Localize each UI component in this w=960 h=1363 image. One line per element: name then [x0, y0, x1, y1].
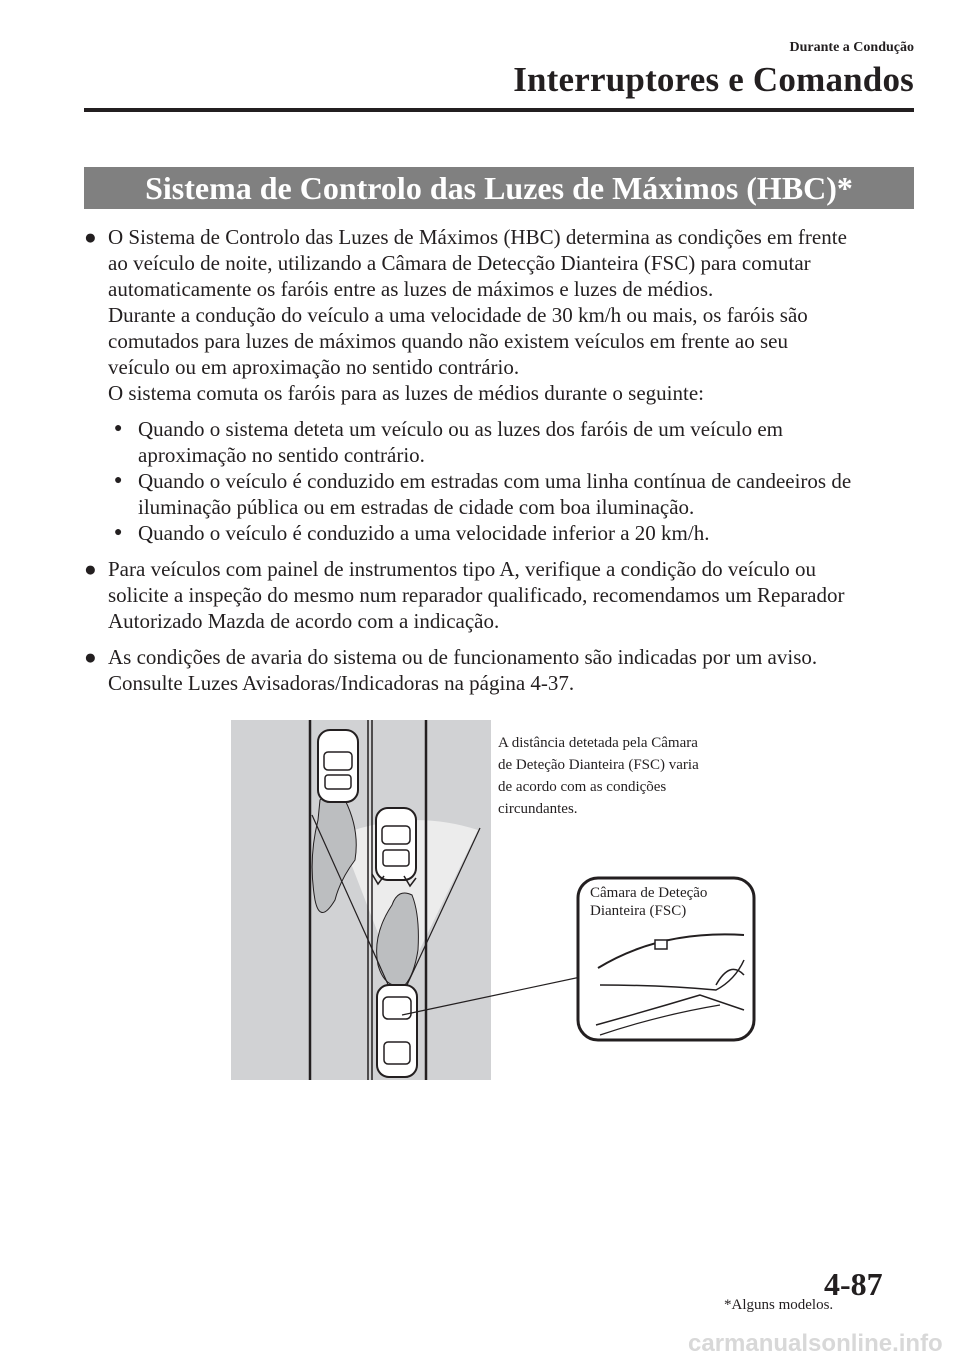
- text-line: O sistema comuta os faróis para as luzes de médios durante o seguinte:: [108, 381, 704, 405]
- camera-label-line: Câmara de Deteção: [590, 885, 708, 901]
- text-line: Quando o veículo é conduzido em estradas com uma linha contínua de candeeiros de: [138, 469, 852, 493]
- text-line: Durante a condução do veículo a uma velocidade de 30 km/h ou mais, os faróis são: [108, 303, 808, 327]
- caption-line: circundantes.: [498, 801, 578, 817]
- sub-bullet-icon: ●: [114, 421, 123, 436]
- watermark: carmanualsonline.info: [688, 1330, 943, 1357]
- text-line: Quando o veículo é conduzido a uma velocidade inferior a 20 km/h.: [138, 521, 710, 545]
- bullet-icon: ●: [84, 645, 97, 669]
- camera-label: [590, 884, 750, 920]
- text-line: O Sistema de Controlo das Luzes de Máximos (HBC) determina as condições em frente: [108, 225, 847, 249]
- section-banner: Sistema de Controlo das Luzes de Máximos (HBC)*: [84, 167, 914, 209]
- preceding-car-icon: [372, 808, 416, 886]
- text-line: automaticamente os faróis entre as luzes de máximos e luzes de médios.: [108, 277, 714, 301]
- section-header: Durante a Condução: [789, 40, 914, 55]
- figure-caption: [498, 732, 768, 820]
- text-line: ao veículo de noite, utilizando a Câmara de Detecção Dianteira (FSC) para comutar: [108, 251, 811, 275]
- caption-line: de Deteção Dianteira (FSC) varia: [498, 757, 699, 773]
- sub-bullet-icon: ●: [114, 473, 123, 488]
- text-line: Autorizado Mazda de acordo com a indicação.: [108, 609, 500, 633]
- camera-label-line: Dianteira (FSC): [590, 903, 687, 919]
- sub-bullet-icon: ●: [114, 525, 123, 540]
- text-line: iluminação pública ou em estradas de cidade com boa iluminação.: [138, 495, 695, 519]
- page-number: 4-87: [824, 1266, 883, 1302]
- own-car-icon: [377, 985, 417, 1077]
- text-line: Quando o sistema deteta um veículo ou as luzes dos faróis de um veículo em: [138, 417, 784, 441]
- text-line: Consulte Luzes Avisadoras/Indicadoras na página 4-37.: [108, 671, 575, 695]
- oncoming-car-icon: [318, 730, 358, 802]
- bullet-icon: ●: [84, 557, 97, 581]
- caption-line: de acordo com as condições: [498, 779, 667, 795]
- text-line: solicite a inspeção do mesmo num reparador qualificado, recomendamos um Reparador: [108, 583, 845, 607]
- chapter-title: Interruptores e Comandos: [513, 60, 914, 99]
- text-line: veículo ou em aproximação no sentido contrário.: [108, 355, 520, 379]
- caption-line: A distância detetada pela Câmara: [498, 735, 698, 751]
- text-line: aproximação no sentido contrário.: [138, 443, 425, 467]
- camera-icon: [655, 940, 667, 949]
- text-line: Para veículos com painel de instrumentos tipo A, verifique a condição do veículo ou: [108, 557, 816, 581]
- text-line: comutados para luzes de máximos quando não existem veículos em frente ao seu: [108, 329, 788, 353]
- road: [231, 720, 491, 1080]
- text-line: As condições de avaria do sistema ou de funcionamento são indicadas por um aviso.: [108, 645, 818, 669]
- footnote: *Alguns modelos.: [724, 1297, 834, 1313]
- bullet-icon: ●: [84, 225, 97, 249]
